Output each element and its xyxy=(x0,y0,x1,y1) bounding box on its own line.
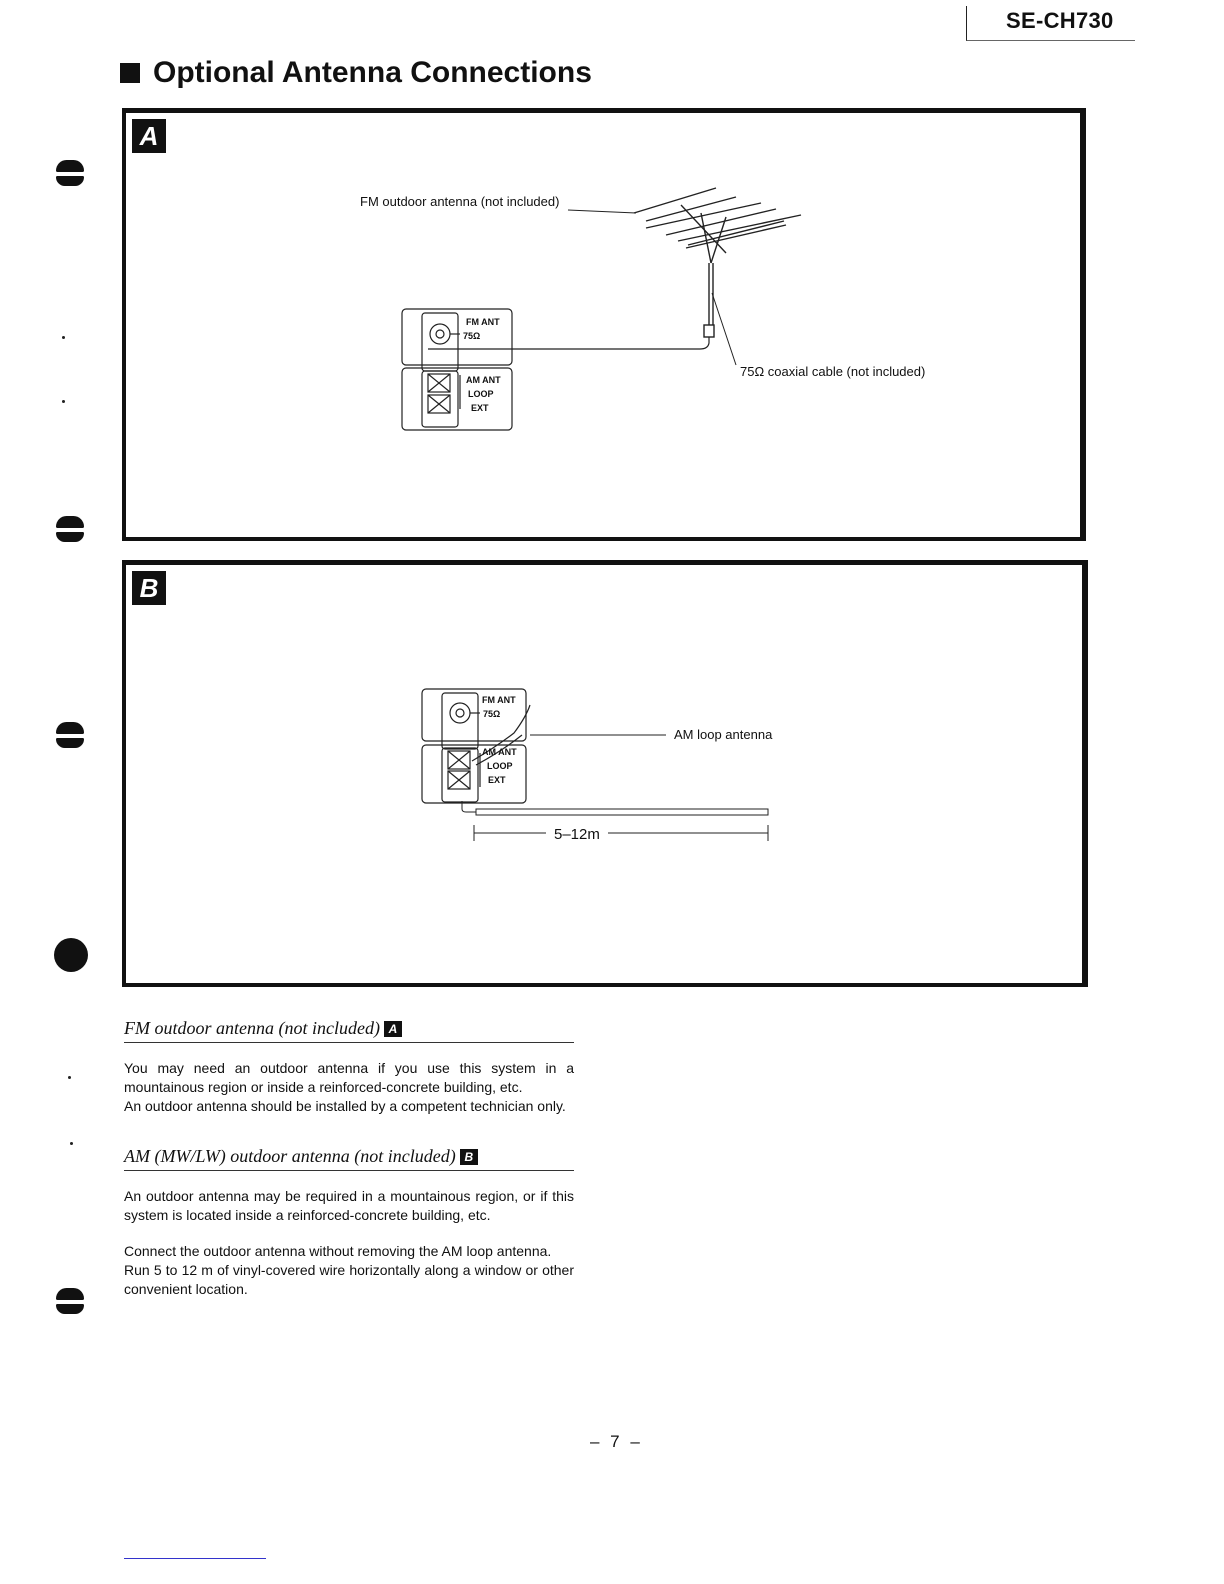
panel-a-label: A xyxy=(132,119,166,153)
wire-length-label: 5–12m xyxy=(554,826,600,843)
am-paragraph: Connect the outdoor antenna without removing the AM loop antenna. xyxy=(124,1243,552,1259)
footer-rule xyxy=(124,1558,266,1559)
am-paragraph: Run 5 to 12 m of vinyl-covered wire horizontally along a window or other convenient location. xyxy=(124,1262,574,1297)
binder-hole-icon xyxy=(50,160,90,190)
binder-hole-icon xyxy=(50,722,90,752)
am-heading-tag: B xyxy=(460,1149,478,1165)
section-title xyxy=(120,56,592,90)
leader-line xyxy=(568,210,636,213)
leader-line xyxy=(712,293,736,365)
am-paragraph: An outdoor antenna may be required in a mountainous region, or if this system is located inside a reinforced-concrete building, etc. xyxy=(124,1188,574,1223)
impedance-label: 75Ω xyxy=(483,709,501,719)
fm-ant-label: FM ANT xyxy=(466,317,500,327)
am-loop-antenna-label: AM loop antenna xyxy=(674,727,773,742)
page-number: – 7 – xyxy=(590,1432,643,1451)
speck xyxy=(62,336,65,339)
speck xyxy=(70,1142,73,1145)
am-section xyxy=(124,1146,574,1299)
diagram-panel-a xyxy=(122,108,1086,541)
diagram-panel-b xyxy=(122,560,1088,987)
panel-b-label: B xyxy=(132,571,166,605)
impedance-label: 75Ω xyxy=(463,331,481,341)
ext-label: EXT xyxy=(471,403,489,413)
am-ant-label: AM ANT xyxy=(466,375,501,385)
binder-hole-icon xyxy=(50,516,90,546)
fm-section-heading xyxy=(124,1018,574,1043)
square-bullet-icon xyxy=(120,63,140,83)
coax-cable-label: 75Ω coaxial cable (not included) xyxy=(740,364,926,379)
loop-label: LOOP xyxy=(487,761,513,771)
diagram-a xyxy=(126,113,1080,537)
fm-paragraph: An outdoor antenna should be installed by a competent technician only. xyxy=(124,1098,566,1114)
yagi-antenna-icon xyxy=(634,188,801,337)
fm-ant-label: FM ANT xyxy=(482,695,516,705)
fm-outdoor-antenna-label: FM outdoor antenna (not included) xyxy=(360,194,560,209)
antenna-terminal-block xyxy=(422,689,530,803)
ext-label: EXT xyxy=(488,775,506,785)
fm-heading-text: FM outdoor antenna (not included) xyxy=(124,1018,380,1038)
diagram-b xyxy=(126,565,1082,983)
am-heading-text: AM (MW/LW) outdoor antenna (not included) xyxy=(124,1146,456,1166)
speck xyxy=(62,400,65,403)
speck xyxy=(68,1076,71,1079)
antenna-terminal-block xyxy=(402,309,512,430)
fm-heading-tag: A xyxy=(384,1021,402,1037)
am-section-heading xyxy=(124,1146,574,1171)
am-ant-label: AM ANT xyxy=(482,747,517,757)
fm-paragraph: You may need an outdoor antenna if you use this system in a mountainous region or inside a reinforced-concrete building, etc. xyxy=(124,1060,574,1095)
model-number: SE-CH730 xyxy=(1006,8,1114,33)
vinyl-wire xyxy=(476,809,768,815)
loop-label: LOOP xyxy=(468,389,494,399)
section-title-text: Optional Antenna Connections xyxy=(153,56,592,89)
binder-hole-icon xyxy=(50,1288,90,1318)
fm-section xyxy=(124,1018,574,1116)
binder-hole-icon xyxy=(54,938,88,972)
